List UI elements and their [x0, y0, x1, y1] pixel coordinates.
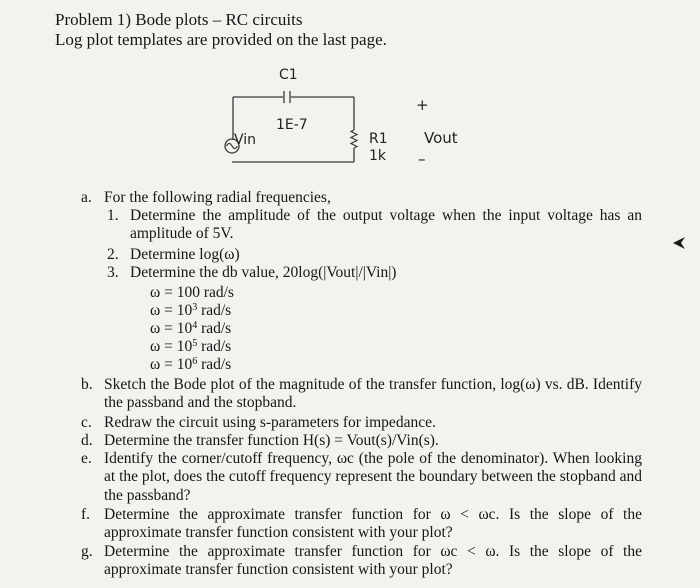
part-a-intro: For the following radial frequencies,: [104, 189, 331, 206]
frequency-suffix: rad/s: [197, 356, 232, 373]
frequency-suffix: rad/s: [197, 302, 232, 319]
resistor-zigzag: [351, 130, 357, 148]
part-e-text: Identify the corner/cutoff frequency, ωc (the pole of the denominator). When looking at the plot, does the cutoff frequency represent the boundary between the stopband and the passband?: [104, 450, 642, 504]
frequency-prefix: ω = 100 rad/s: [150, 284, 234, 301]
item-1-text: Determine the amplitude of the output voltage when the input voltage has an amplitude of 5V.: [130, 207, 642, 243]
resistor-label: R1: [369, 131, 388, 147]
frequency-prefix: ω = 10: [150, 302, 193, 319]
item-2-text: Determine log(ω): [130, 246, 240, 263]
problem-title: Problem 1) Bode plots – RC circuits: [55, 10, 303, 29]
frequency-exponent: 4: [192, 320, 198, 331]
plus-sign: +: [416, 96, 429, 114]
frequency-item: [150, 320, 231, 338]
frequency-exponent: 5: [192, 338, 198, 349]
frequency-item: [150, 356, 231, 374]
part-a-marker: a.: [81, 189, 92, 206]
rc-circuit-diagram: [0, 0, 700, 200]
part-c-text: Redraw the circuit using s-parameters for impedance.: [104, 414, 436, 431]
frequency-suffix: rad/s: [197, 338, 232, 355]
frequency-prefix: ω = 10: [150, 338, 193, 355]
frequency-item: [150, 284, 234, 302]
minus-sign: –: [418, 150, 426, 168]
output-label: Vout: [424, 129, 458, 147]
frequency-exponent: 6: [192, 356, 198, 367]
item-3-number: 3.: [107, 264, 119, 281]
part-f-marker: f.: [81, 506, 91, 523]
frequency-exponent: 3: [192, 302, 198, 313]
part-b-text: Sketch the Bode plot of the magnitude of the transfer function, log(ω) vs. dB. Identify the passband and the stopband.: [104, 376, 642, 412]
capacitor-label: C1: [279, 67, 298, 83]
part-b-marker: b.: [81, 376, 93, 393]
template-note: Log plot templates are provided on the last page.: [55, 30, 387, 49]
item-1-number: 1.: [107, 207, 119, 224]
part-d-marker: d.: [81, 432, 93, 449]
capacitor-value: 1E-7: [276, 117, 308, 133]
item-3-text: Determine the db value, 20log(|Vout|/|Vin|): [130, 264, 397, 281]
resistor-value: 1k: [369, 148, 387, 164]
part-e-marker: e.: [81, 450, 92, 467]
frequency-prefix: ω = 10: [150, 356, 193, 373]
frequency-suffix: rad/s: [197, 320, 232, 337]
part-f-text: Determine the approximate transfer function for ω < ωc. Is the slope of the approximate transfer function consistent with your plot?: [104, 506, 642, 542]
mouse-cursor-icon: [672, 236, 686, 250]
source-label: Vin: [234, 132, 257, 148]
part-g-marker: g.: [81, 543, 93, 560]
part-c-marker: c.: [81, 414, 92, 431]
item-2-number: 2.: [107, 246, 119, 263]
part-d-text: Determine the transfer function H(s) = Vout(s)/Vin(s).: [104, 432, 439, 449]
frequency-item: [150, 338, 231, 356]
frequency-prefix: ω = 10: [150, 320, 193, 337]
part-g-text: Determine the approximate transfer function for ωc < ω. Is the slope of the approximate transfer function consistent with your plot?: [104, 543, 642, 579]
frequency-item: [150, 302, 231, 320]
